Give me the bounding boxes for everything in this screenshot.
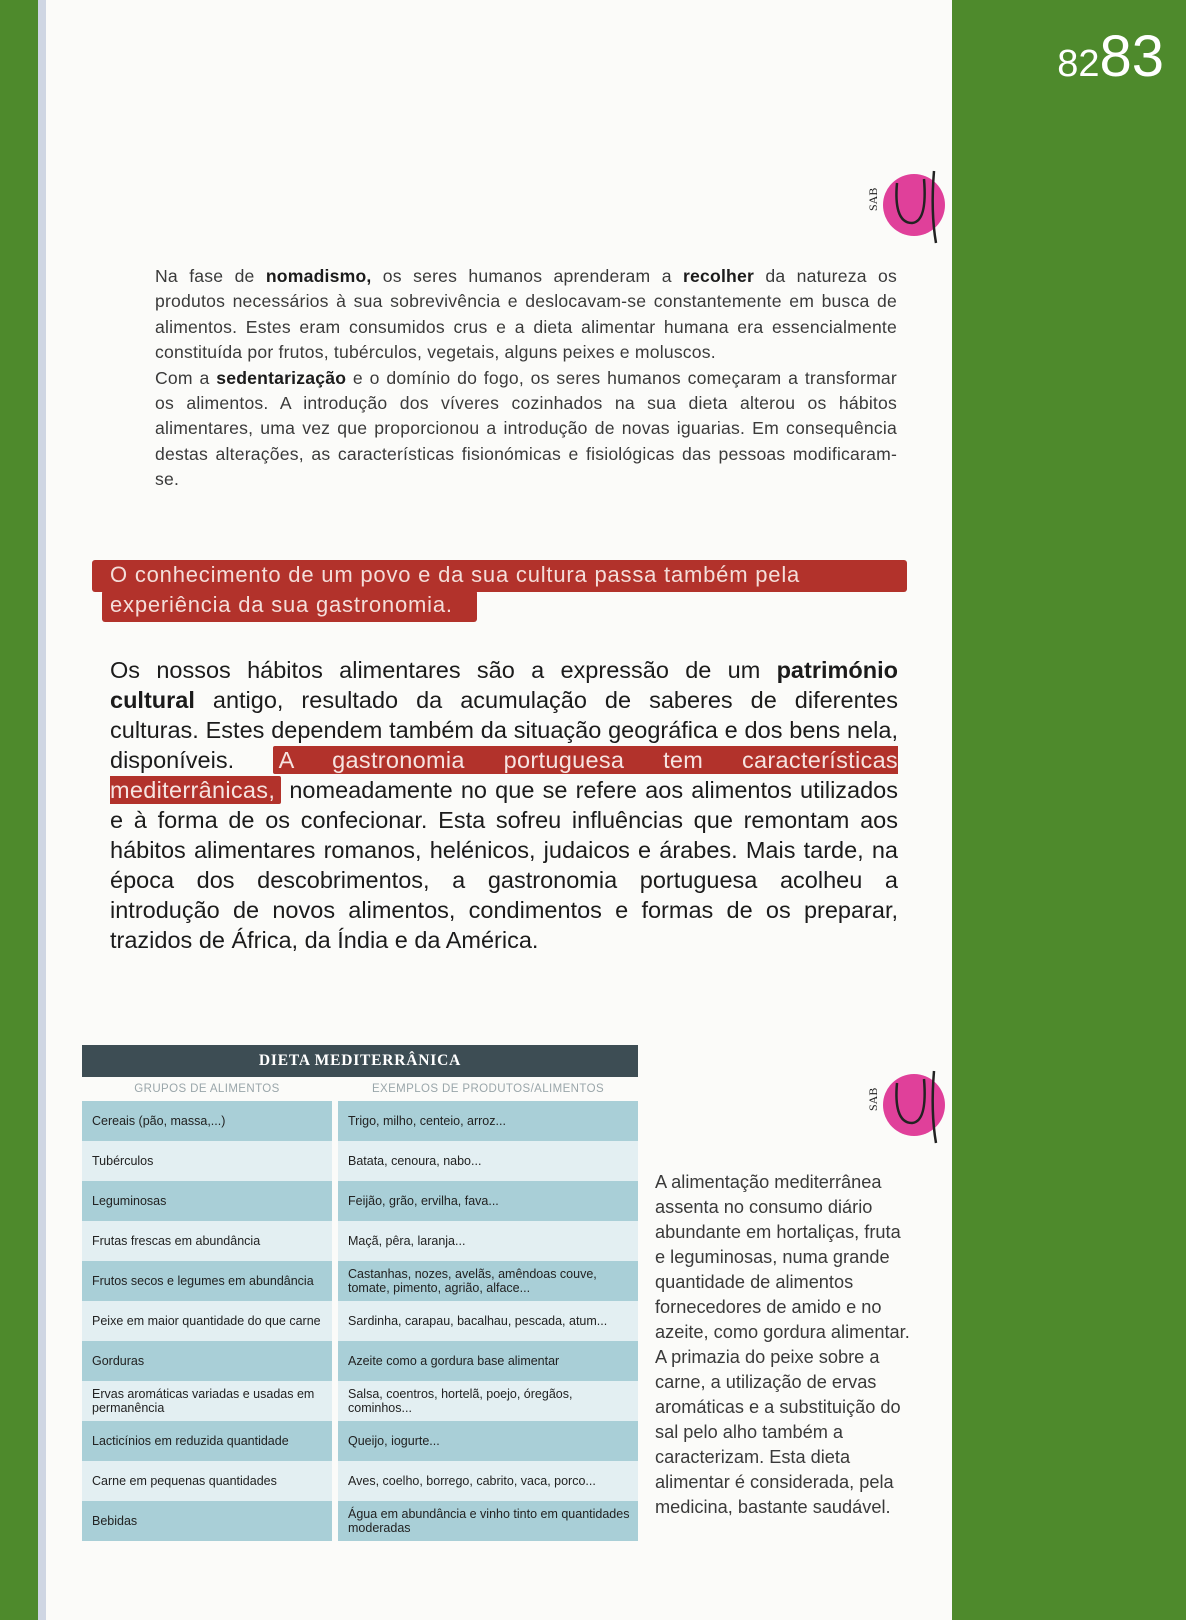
quote-line-2: experiência da sua gastronomia. [110, 592, 453, 617]
food-group-cell: Frutos secos e legumes em abundância [82, 1261, 332, 1301]
table-row [82, 1101, 638, 1141]
food-group-cell: Ervas aromáticas variadas e usadas em permanência [82, 1381, 332, 1421]
right-green-band [952, 0, 1186, 1620]
examples-cell: Aves, coelho, borrego, cabrito, vaca, porco... [338, 1461, 638, 1501]
examples-cell: Sardinha, carapau, bacalhau, pescada, atum... [338, 1301, 638, 1341]
intro-p1-text-c: da natureza os produtos necessários à sua sobrevivência e deslocavam-se constantemente em busca de alimentos. Estes eram consumidos crus e a dieta alimentar humana era essencialmente constituída por frutos, tubérculos, vegetais, alguns peixes e moluscos. [155, 266, 897, 363]
examples-cell: Batata, cenoura, nabo... [338, 1141, 638, 1181]
intro-p2-text-b: e o domínio do fogo, os seres humanos começaram a transformar os alimentos. A introdução dos víveres cozinhados na sua dieta alterou os hábitos alimentares, uma vez que proporcionou a introdução de novas iguarias. Em consequência destas alterações, as características fisionómicas e fisiológicas das pessoas modificaram-se. [155, 367, 897, 490]
examples-cell: Feijão, grão, ervilha, fava... [338, 1181, 638, 1221]
food-group-cell: Tubérculos [82, 1141, 332, 1181]
highlight-mediterranean: A gastronomia portuguesa tem características mediterrânicas, [110, 747, 898, 803]
saber-mais-badge [862, 165, 957, 250]
side-note [655, 1170, 915, 1520]
table-row [82, 1301, 638, 1341]
table-column-headers [82, 1077, 638, 1101]
highlight-quote [92, 560, 922, 630]
table-row [82, 1341, 638, 1381]
saber-mais-badge-2 [862, 1065, 957, 1150]
page-number [1057, 24, 1164, 89]
intro-paragraph-1 [155, 264, 897, 366]
examples-cell: Maçã, pêra, laranja... [338, 1221, 638, 1261]
column-header-examples: EXEMPLOS DE PRODUTOS/ALIMENTOS [371, 1083, 605, 1095]
table-title: DIETA MEDITERRÂNICA [82, 1045, 638, 1077]
term-recolher: recolher [683, 266, 755, 286]
table-row [82, 1421, 638, 1461]
food-group-cell: Bebidas [82, 1501, 332, 1541]
main-text-a: Os nossos hábitos alimentares são a expressão de um [110, 657, 777, 683]
svg-text:SAB: SAB [866, 187, 880, 211]
column-header-groups: GRUPOS DE ALIMENTOS [134, 1083, 280, 1095]
quote-line-1: O conhecimento de um povo e da sua cultura passa também pela [110, 562, 801, 587]
food-group-cell: Cereais (pão, massa,...) [82, 1101, 332, 1141]
table-row [82, 1181, 638, 1221]
food-group-cell: Lacticínios em reduzida quantidade [82, 1421, 332, 1461]
term-sedentarizacao: sedentarização [216, 367, 347, 388]
examples-cell: Salsa, coentros, hortelã, poejo, óregãos, cominhos... [338, 1381, 638, 1421]
saber-mais-icon-2 [862, 1065, 957, 1150]
intro-paragraph-2 [155, 366, 897, 493]
intro-text [155, 264, 897, 493]
side-note-text: A alimentação mediterrânea assenta no consumo diário abundante em hortaliças, fruta e leguminosas, numa grande quantidade de alimentos fornecedores de amido e no azeite, como gordura alimentar. A primazia do peixe sobre a carne, a utilização de ervas aromáticas e a substituição do sal pelo alho também a caracterizam. Esta dieta alimentar é considerada, pela medicina, bastante saudável. [655, 1172, 910, 1517]
examples-cell: Água em abundância e vinho tinto em quantidades moderadas [338, 1501, 638, 1541]
intro-p2-text-a: Com a [155, 367, 217, 388]
saber-mais-icon [862, 165, 957, 250]
food-group-cell: Gorduras [82, 1341, 332, 1381]
main-text-c: nomeadamente no que se refere aos alimentos utilizados e à forma de os confecionar. Esta sofreu influências que remontam aos hábitos alimentares romanos, helénicos, judaicos e árabes. Mais tarde, na época dos descobrimentos, a gastronomia portuguesa acolheu a introdução de novos alimentos, condimentos e formas de os preparar, trazidos de África, da Índia e da América. [110, 777, 898, 953]
table-body [82, 1101, 638, 1541]
examples-cell: Castanhas, nozes, avelãs, amêndoas couve, tomate, pimento, agrião, alface... [338, 1261, 638, 1301]
svg-text:SAB: SAB [866, 1087, 880, 1111]
table-row [82, 1261, 638, 1301]
main-paragraph [110, 655, 898, 955]
food-group-cell: Carne em pequenas quantidades [82, 1461, 332, 1501]
term-patrimonio-cultural: património cultural [110, 657, 898, 713]
examples-cell: Queijo, iogurte... [338, 1421, 638, 1461]
food-group-cell: Frutas frescas em abundância [82, 1221, 332, 1261]
left-binding-strip [38, 0, 46, 1620]
examples-cell: Azeite como a gordura base alimentar [338, 1341, 638, 1381]
term-nomadismo: nomadismo, [265, 266, 372, 286]
intro-p1-text-b: os seres humanos aprenderam a [371, 266, 683, 286]
table-row [82, 1221, 638, 1261]
left-green-band [0, 0, 38, 1620]
diet-table [82, 1045, 638, 1541]
examples-cell: Trigo, milho, centeio, arroz... [338, 1101, 638, 1141]
table-row [82, 1141, 638, 1181]
page-number-left: 82 [1057, 43, 1100, 85]
food-group-cell: Peixe em maior quantidade do que carne [82, 1301, 332, 1341]
main-text-b: antigo, resultado da acumulação de saberes de diferentes culturas. Estes dependem também da situação geográfica e dos bens nela, disponíveis. [110, 687, 898, 773]
page-number-right: 83 [1099, 24, 1164, 89]
food-group-cell: Leguminosas [82, 1181, 332, 1221]
table-row [82, 1381, 638, 1421]
intro-p1-text-a: Na fase de [155, 266, 266, 286]
table-row [82, 1461, 638, 1501]
table-row [82, 1501, 638, 1541]
